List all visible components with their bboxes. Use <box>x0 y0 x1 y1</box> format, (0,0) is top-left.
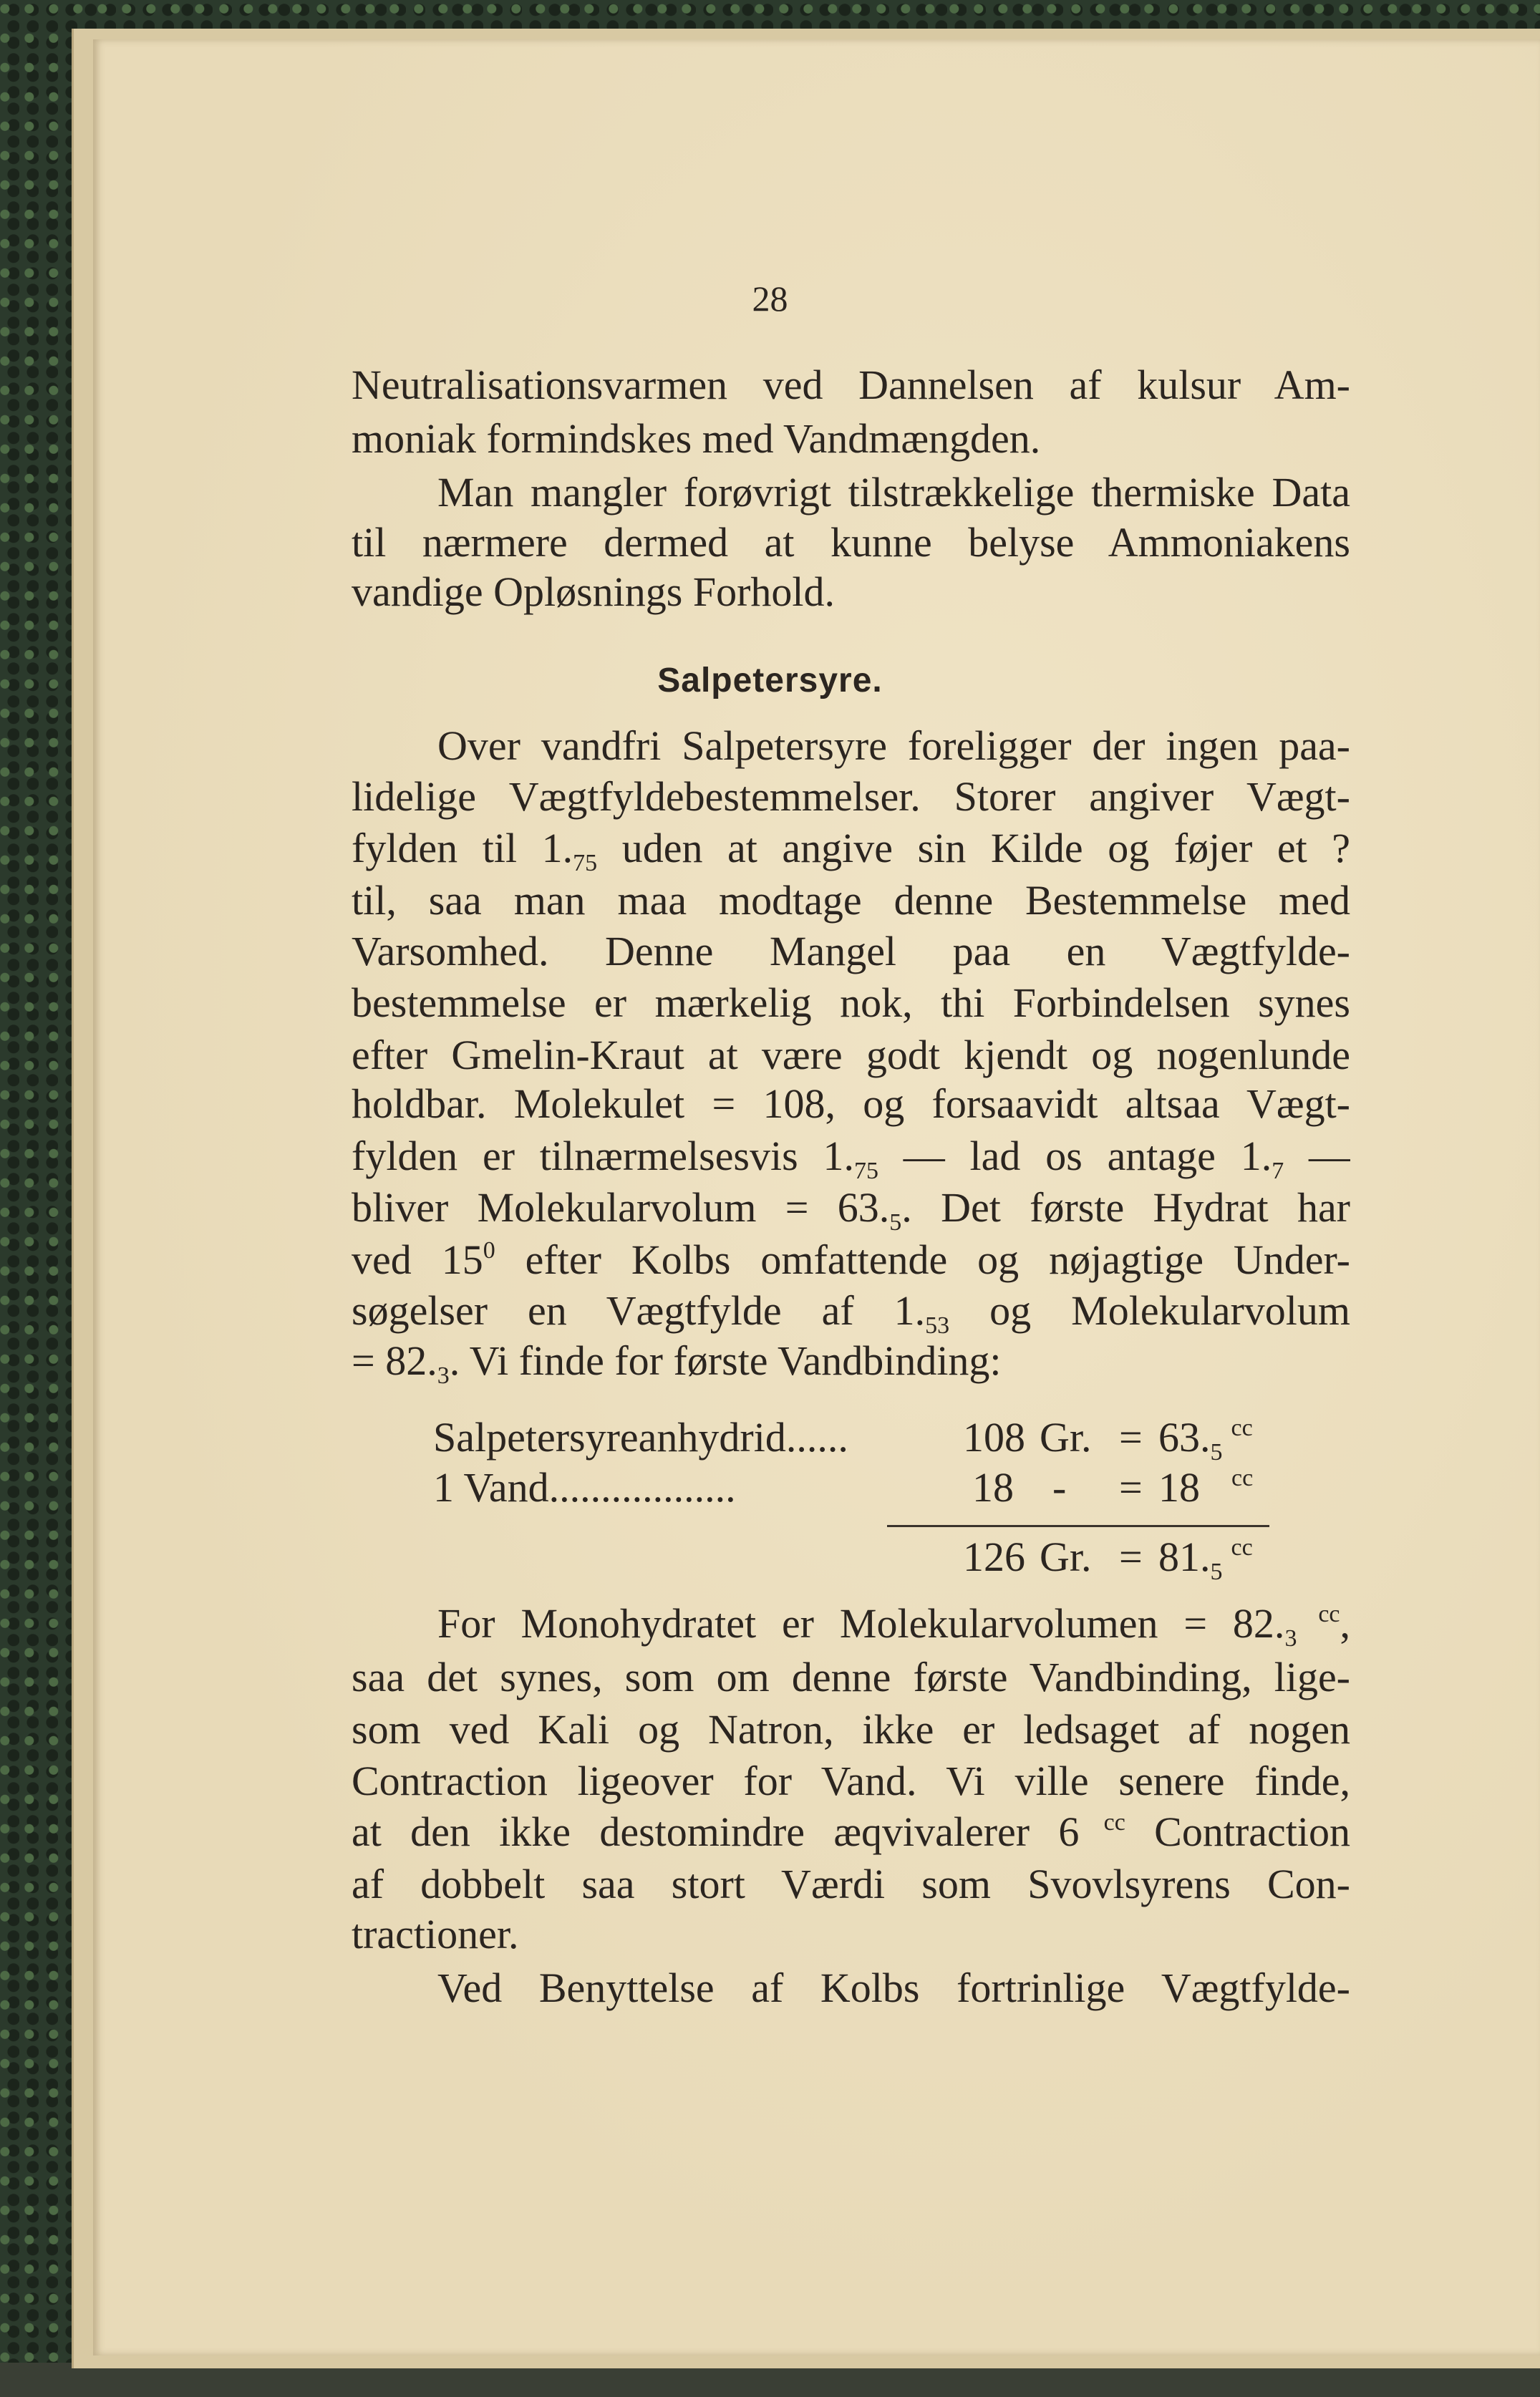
text-line: bestemmelse er mærkelig nok, thi Forbindelsen synes <box>352 979 1350 1026</box>
text: fylden til 1. <box>352 825 573 871</box>
subscript: 53 <box>925 1312 950 1337</box>
subscript: 5 <box>889 1209 902 1234</box>
text: efter Kolbs omfattende og nøjagtige Under- <box>495 1236 1350 1283</box>
text-line: tractioner. <box>352 1911 519 1957</box>
table-label: 1 Vand.................. <box>433 1464 736 1511</box>
table-mass: 18 <box>972 1464 1014 1511</box>
table-volume <box>1158 1412 1253 1466</box>
text-line: Man mangler forøvrigt tilstrækkelige thermiske Data <box>437 469 1350 515</box>
text: 63. <box>1158 1414 1211 1461</box>
text-line: til, saa man maa modtage denne Bestemmelse med <box>352 877 1350 924</box>
text-line: moniak formindskes med Vandmængden. <box>352 415 1041 462</box>
table-equals: = <box>1119 1464 1143 1511</box>
text-line: saa det synes, som om denne første Vandbinding, lige- <box>352 1654 1350 1700</box>
subscript: 3 <box>1284 1625 1297 1650</box>
unit-cc: cc <box>1231 1465 1254 1491</box>
table-label: Salpetersyreanhydrid...... <box>433 1414 848 1461</box>
text: , <box>1340 1600 1350 1647</box>
text-line: efter Gmelin-Kraut at være godt kjendt og nogenlunde <box>352 1032 1350 1078</box>
total-mass: 126 <box>963 1534 1025 1580</box>
table-equals: = <box>1119 1414 1143 1461</box>
text: — <box>1284 1133 1350 1179</box>
total-unit: Gr. <box>1040 1534 1092 1580</box>
text: . Vi finde for første Vandbinding: <box>449 1337 1002 1384</box>
subscript: 75 <box>853 1158 878 1182</box>
text-line <box>352 823 1350 874</box>
text: at den ikke destomindre æqvivalerer 6 <box>352 1808 1080 1855</box>
text-line <box>352 1182 1350 1234</box>
text-line <box>352 1234 1350 1286</box>
total-equals: = <box>1119 1534 1143 1580</box>
text-line <box>352 1598 1350 1650</box>
superscript: cc <box>1079 1809 1125 1836</box>
text-line <box>352 1335 1350 1387</box>
text-line: til nærmere dermed at kunne belyse Ammoniakens <box>352 519 1350 566</box>
text-line: holdbar. Molekulet = 108, og forsaavidt altsaa Vægt- <box>352 1080 1350 1127</box>
table-mass: 108 <box>963 1414 1025 1461</box>
text-line: Contraction ligeover for Vand. Vi ville senere finde, <box>352 1758 1350 1804</box>
text: søgelser en Vægtfylde af 1. <box>352 1287 926 1334</box>
table-volume <box>1158 1462 1253 1514</box>
page-number: 28 <box>752 279 788 319</box>
text: uden at angive sin Kilde og føjer et ? <box>597 825 1350 871</box>
text: For Monohydratet er Molekularvolumen = 82. <box>437 1600 1285 1647</box>
text-line <box>352 1285 1350 1337</box>
text: — lad os antage 1. <box>878 1133 1272 1179</box>
text: Contraction <box>1125 1808 1350 1855</box>
text-line: som ved Kali og Natron, ikke er ledsaget af nogen <box>352 1706 1350 1753</box>
subscript: 5 <box>1210 1439 1223 1466</box>
table-unit: Gr. <box>1040 1414 1092 1461</box>
subscript: 7 <box>1272 1158 1284 1182</box>
text: = 82. <box>352 1337 437 1384</box>
superscript: cc <box>1297 1601 1340 1627</box>
text-line: vandige Opløsnings Forhold. <box>352 568 836 615</box>
text-line: Over vandfri Salpetersyre foreligger der ingen paa- <box>437 722 1350 769</box>
text: . Det første Hydrat har <box>901 1184 1350 1231</box>
text: 18 <box>1158 1464 1200 1511</box>
subscript: 5 <box>1210 1559 1223 1585</box>
unit-cc: cc <box>1231 1415 1253 1441</box>
text-line: lidelige Vægtfyldebestemmelser. Storer angiver Vægt- <box>352 773 1350 820</box>
subscript: 75 <box>573 850 598 874</box>
text-line: Varsomhed. Denne Mangel paa en Vægtfylde- <box>352 928 1350 974</box>
text-line: Neutralisationsvarmen ved Dannelsen af kulsur Am- <box>352 362 1350 408</box>
section-heading: Salpetersyre. <box>657 662 883 699</box>
table-unit: - <box>1052 1464 1067 1511</box>
text-line <box>352 1130 1350 1182</box>
text: fylden er tilnærmelsesvis 1. <box>352 1133 854 1179</box>
unit-cc: cc <box>1231 1534 1253 1561</box>
superscript: 0 <box>483 1237 495 1264</box>
text: bliver Molekularvolum = 63. <box>352 1184 890 1231</box>
text-line <box>352 1806 1350 1858</box>
total-volume <box>1158 1531 1253 1583</box>
text: og Molekularvolum <box>949 1287 1350 1334</box>
sum-rule <box>887 1525 1269 1527</box>
text-line: af dobbelt saa stort Værdi som Svovlsyrens Con- <box>352 1861 1350 1907</box>
text: ved 15 <box>352 1236 483 1283</box>
text: 81. <box>1158 1534 1211 1580</box>
text-line: Ved Benyttelse af Kolbs fortrinlige Vægtfylde- <box>437 1965 1350 2011</box>
subscript: 3 <box>437 1362 450 1387</box>
